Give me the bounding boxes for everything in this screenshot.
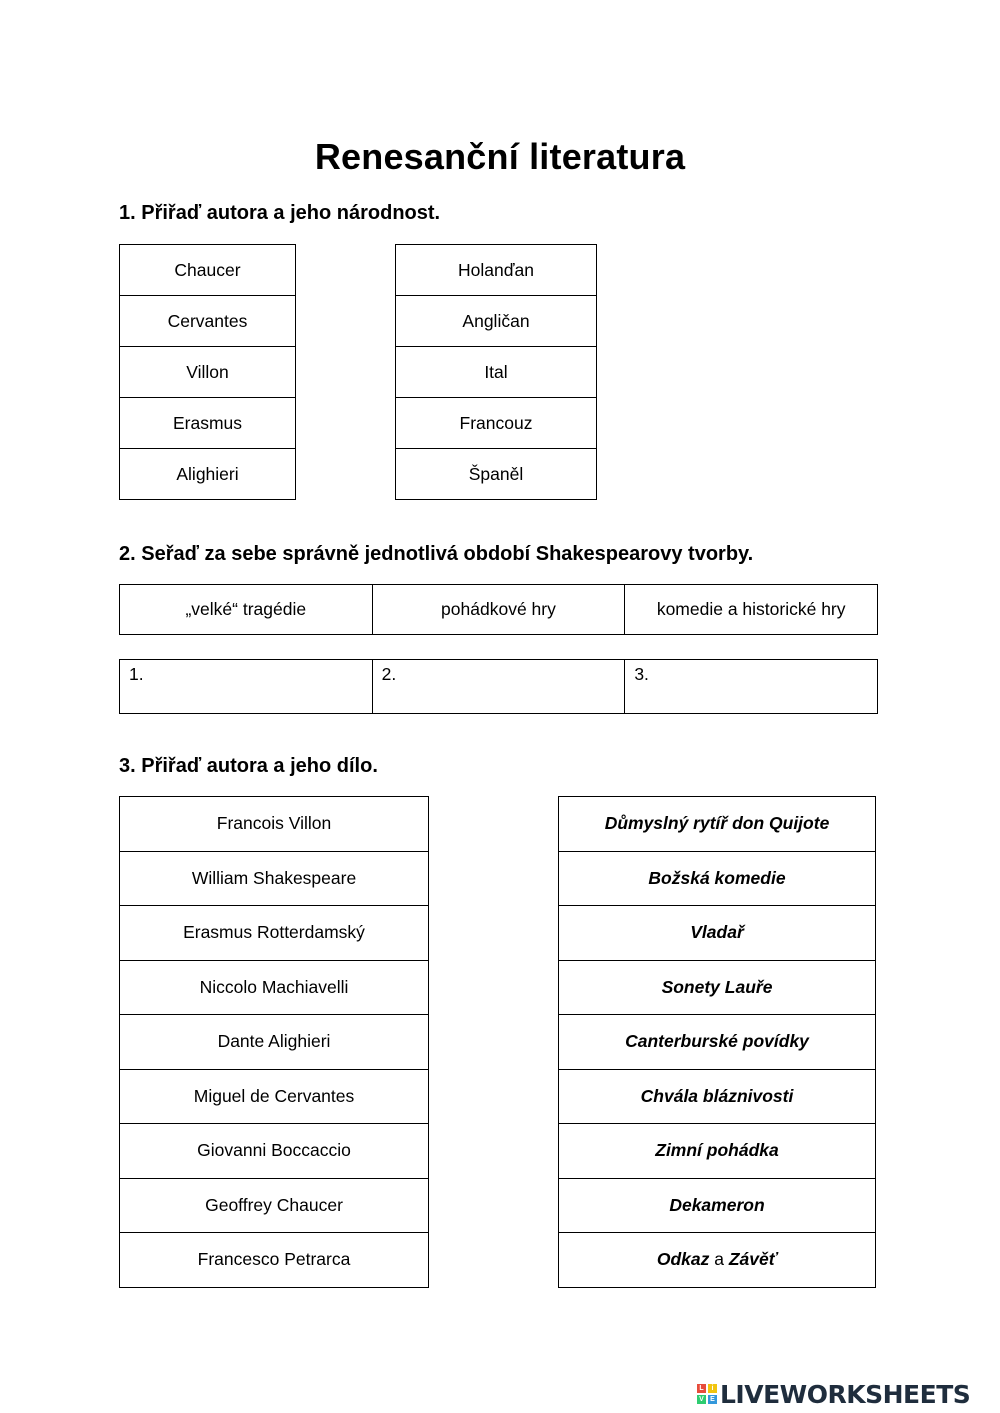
work-cell[interactable]: Chvála bláznivosti (559, 1069, 876, 1124)
work-part-1: Odkaz (656, 1249, 710, 1270)
liveworksheets-logo (697, 1378, 970, 1410)
work-cell[interactable]: Sonety Lauře (559, 960, 876, 1015)
work-cell[interactable]: Canterburské povídky (559, 1015, 876, 1070)
logo-letter: L (697, 1384, 706, 1393)
author-cell[interactable]: Miguel de Cervantes (120, 1069, 429, 1124)
nationalities-table (395, 244, 597, 500)
work-conjunction: a (714, 1249, 724, 1270)
logo-letter: i (708, 1384, 717, 1393)
author-cell[interactable]: Dante Alighieri (120, 1015, 429, 1070)
author-cell[interactable]: Alighieri (120, 449, 296, 500)
nationality-cell[interactable]: Angličan (396, 296, 597, 347)
logo-mark-icon (697, 1384, 717, 1404)
author-cell[interactable]: Chaucer (120, 245, 296, 296)
author-cell[interactable]: Geoffrey Chaucer (120, 1178, 429, 1233)
order-slot[interactable]: 2. (372, 660, 625, 714)
author-cell[interactable]: Cervantes (120, 296, 296, 347)
order-slot[interactable]: 1. (120, 660, 373, 714)
order-slots-table (119, 659, 878, 714)
periods-table (119, 584, 878, 635)
period-cell[interactable]: „velké“ tragédie (120, 585, 373, 635)
section-3-heading: 3. Přiřaď autora a jeho dílo. (119, 755, 378, 777)
logo-letter: V (697, 1395, 706, 1404)
order-slot[interactable]: 3. (625, 660, 878, 714)
period-cell[interactable]: pohádkové hry (372, 585, 625, 635)
logo-letter: E (708, 1395, 717, 1404)
period-cell[interactable]: komedie a historické hry (625, 585, 878, 635)
page-title: Renesanční literatura (314, 136, 686, 177)
nationality-cell[interactable]: Holanďan (396, 245, 597, 296)
work-cell[interactable] (559, 1233, 876, 1288)
works-table (558, 796, 876, 1288)
author-cell[interactable]: Francesco Petrarca (120, 1233, 429, 1288)
work-part-2: Závěť (728, 1249, 778, 1270)
author-cell[interactable]: Giovanni Boccaccio (120, 1124, 429, 1179)
work-cell[interactable]: Vladař (559, 906, 876, 961)
work-cell[interactable]: Božská komedie (559, 851, 876, 906)
work-cell[interactable]: Zimní pohádka (559, 1124, 876, 1179)
nationality-cell[interactable]: Španěl (396, 449, 597, 500)
author-cell[interactable]: Erasmus (120, 398, 296, 449)
author-cell[interactable]: Erasmus Rotterdamský (120, 906, 429, 961)
nationality-cell[interactable]: Francouz (396, 398, 597, 449)
authors-nationality-table (119, 244, 296, 500)
section-2-heading: 2. Seřaď za sebe správně jednotlivá období Shakespearovy tvorby. (119, 543, 754, 565)
work-cell[interactable]: Důmyslný rytíř don Quijote (559, 797, 876, 852)
author-cell[interactable]: Francois Villon (120, 797, 429, 852)
author-cell[interactable]: Niccolo Machiavelli (120, 960, 429, 1015)
nationality-cell[interactable]: Ital (396, 347, 597, 398)
author-cell[interactable]: Villon (120, 347, 296, 398)
author-cell[interactable]: William Shakespeare (120, 851, 429, 906)
work-cell[interactable]: Dekameron (559, 1178, 876, 1233)
section-1-heading: 1. Přiřaď autora a jeho národnost. (119, 202, 441, 224)
work-authors-table (119, 796, 429, 1288)
logo-text: LIVEWORKSHEETS (720, 1379, 971, 1409)
